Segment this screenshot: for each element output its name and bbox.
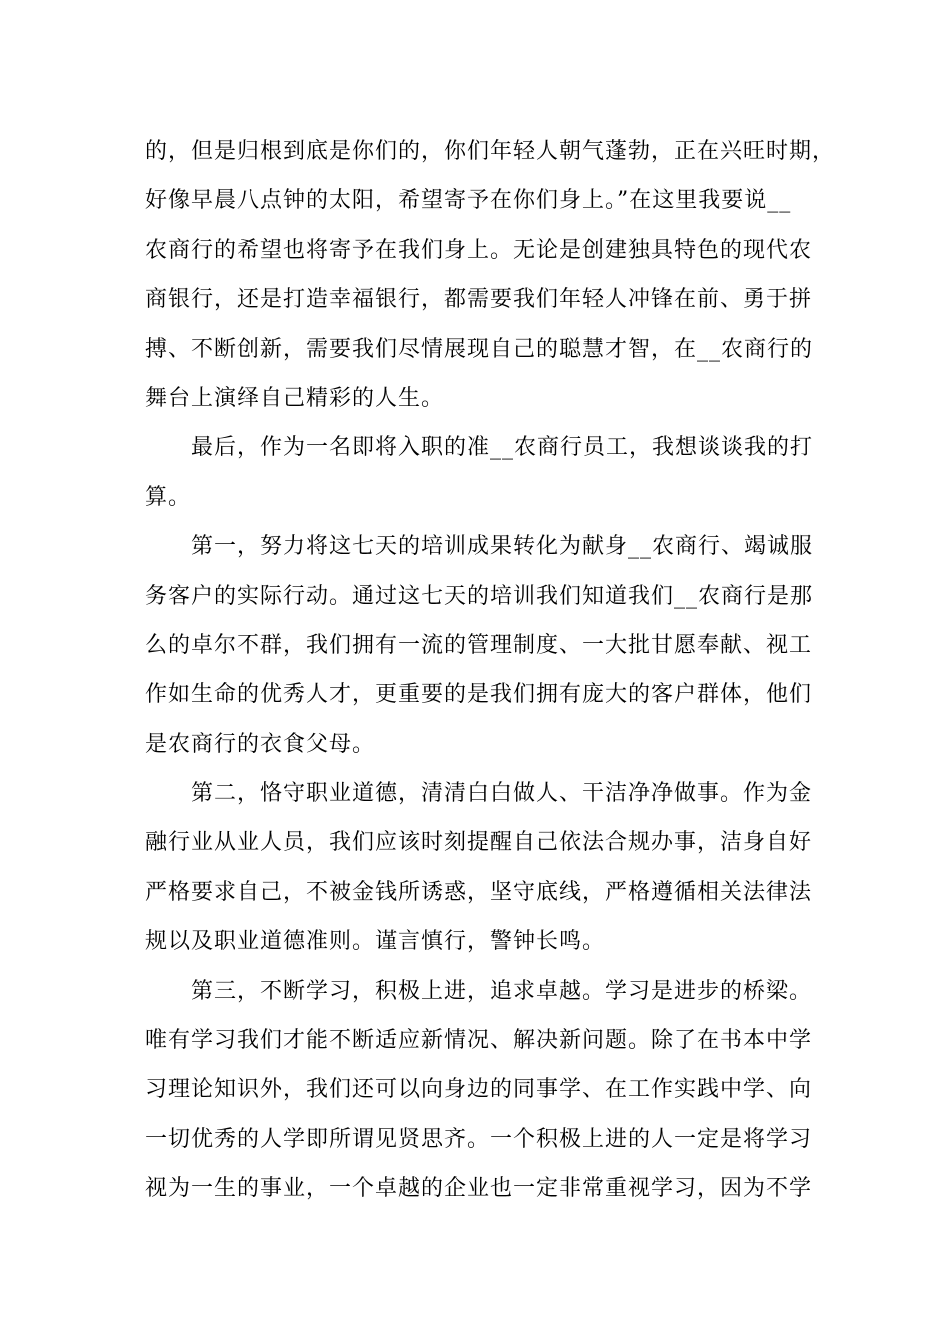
- text-line: 第一，努力将这七天的培训成果转化为献身__农商行、竭诚服: [191, 534, 814, 560]
- text-line: 融行业从业人员，我们应该时刻提醒自己依法合规办事，洁身自好: [145, 830, 813, 856]
- text-line: 一切优秀的人学即所谓见贤思齐。一个积极上进的人一定是将学习: [145, 1126, 813, 1152]
- text-line: 习理论知识外，我们还可以向身边的同事学、在工作实践中学、向: [145, 1077, 813, 1103]
- text-line: 商银行，还是打造幸福银行，都需要我们年轻人冲锋在前、勇于拼: [145, 287, 813, 313]
- paragraph-3: [145, 525, 814, 772]
- text-line: 的，但是归根到底是你们的，你们年轻人朝气蓬勃，正在兴旺时期，: [145, 139, 836, 164]
- text-line: 视为一生的事业，一个卓越的企业也一定非常重视学习，因为不学: [145, 1176, 813, 1202]
- document-body: [145, 130, 836, 1217]
- text-line: 好像早晨八点钟的太阳，希望寄予在你们身上。”在这里我要说__: [145, 188, 792, 214]
- text-line: 最后，作为一名即将入职的准__农商行员工，我想谈谈我的打: [191, 435, 814, 461]
- paragraph-4: [145, 772, 813, 970]
- paragraph-5: [145, 970, 813, 1217]
- text-line: 唯有学习我们才能不断适应新情况、解决新问题。除了在书本中学: [145, 1028, 813, 1054]
- text-line: 第三，不断学习，积极上进，追求卓越。学习是进步的桥梁。: [191, 978, 813, 1004]
- paragraph-1: [145, 130, 836, 426]
- text-line: 搏、不断创新，需要我们尽情展现自己的聪慧才智，在__农商行的: [145, 336, 814, 362]
- text-line: 算。: [145, 484, 192, 510]
- text-line: 么的卓尔不群，我们拥有一流的管理制度、一大批甘愿奉献、视工: [145, 632, 813, 658]
- text-line: 作如生命的优秀人才，更重要的是我们拥有庞大的客户群体，他们: [145, 682, 813, 708]
- text-line: 舞台上演绎自己精彩的人生。: [145, 385, 445, 411]
- text-line: 第二，恪守职业道德，清清白白做人、干洁净净做事。作为金: [191, 781, 813, 807]
- text-line: 是农商行的衣食父母。: [145, 731, 376, 757]
- text-line: 规以及职业道德准则。谨言慎行，警钟长鸣。: [145, 929, 606, 955]
- text-line: 农商行的希望也将寄予在我们身上。无论是创建独具特色的现代农: [145, 237, 813, 263]
- text-line: 严格要求自己，不被金钱所诱惑，坚守底线，严格遵循相关法律法: [145, 879, 813, 905]
- paragraph-2: [145, 426, 814, 525]
- text-line: 务客户的实际行动。通过这七天的培训我们知道我们__农商行是那: [145, 583, 814, 609]
